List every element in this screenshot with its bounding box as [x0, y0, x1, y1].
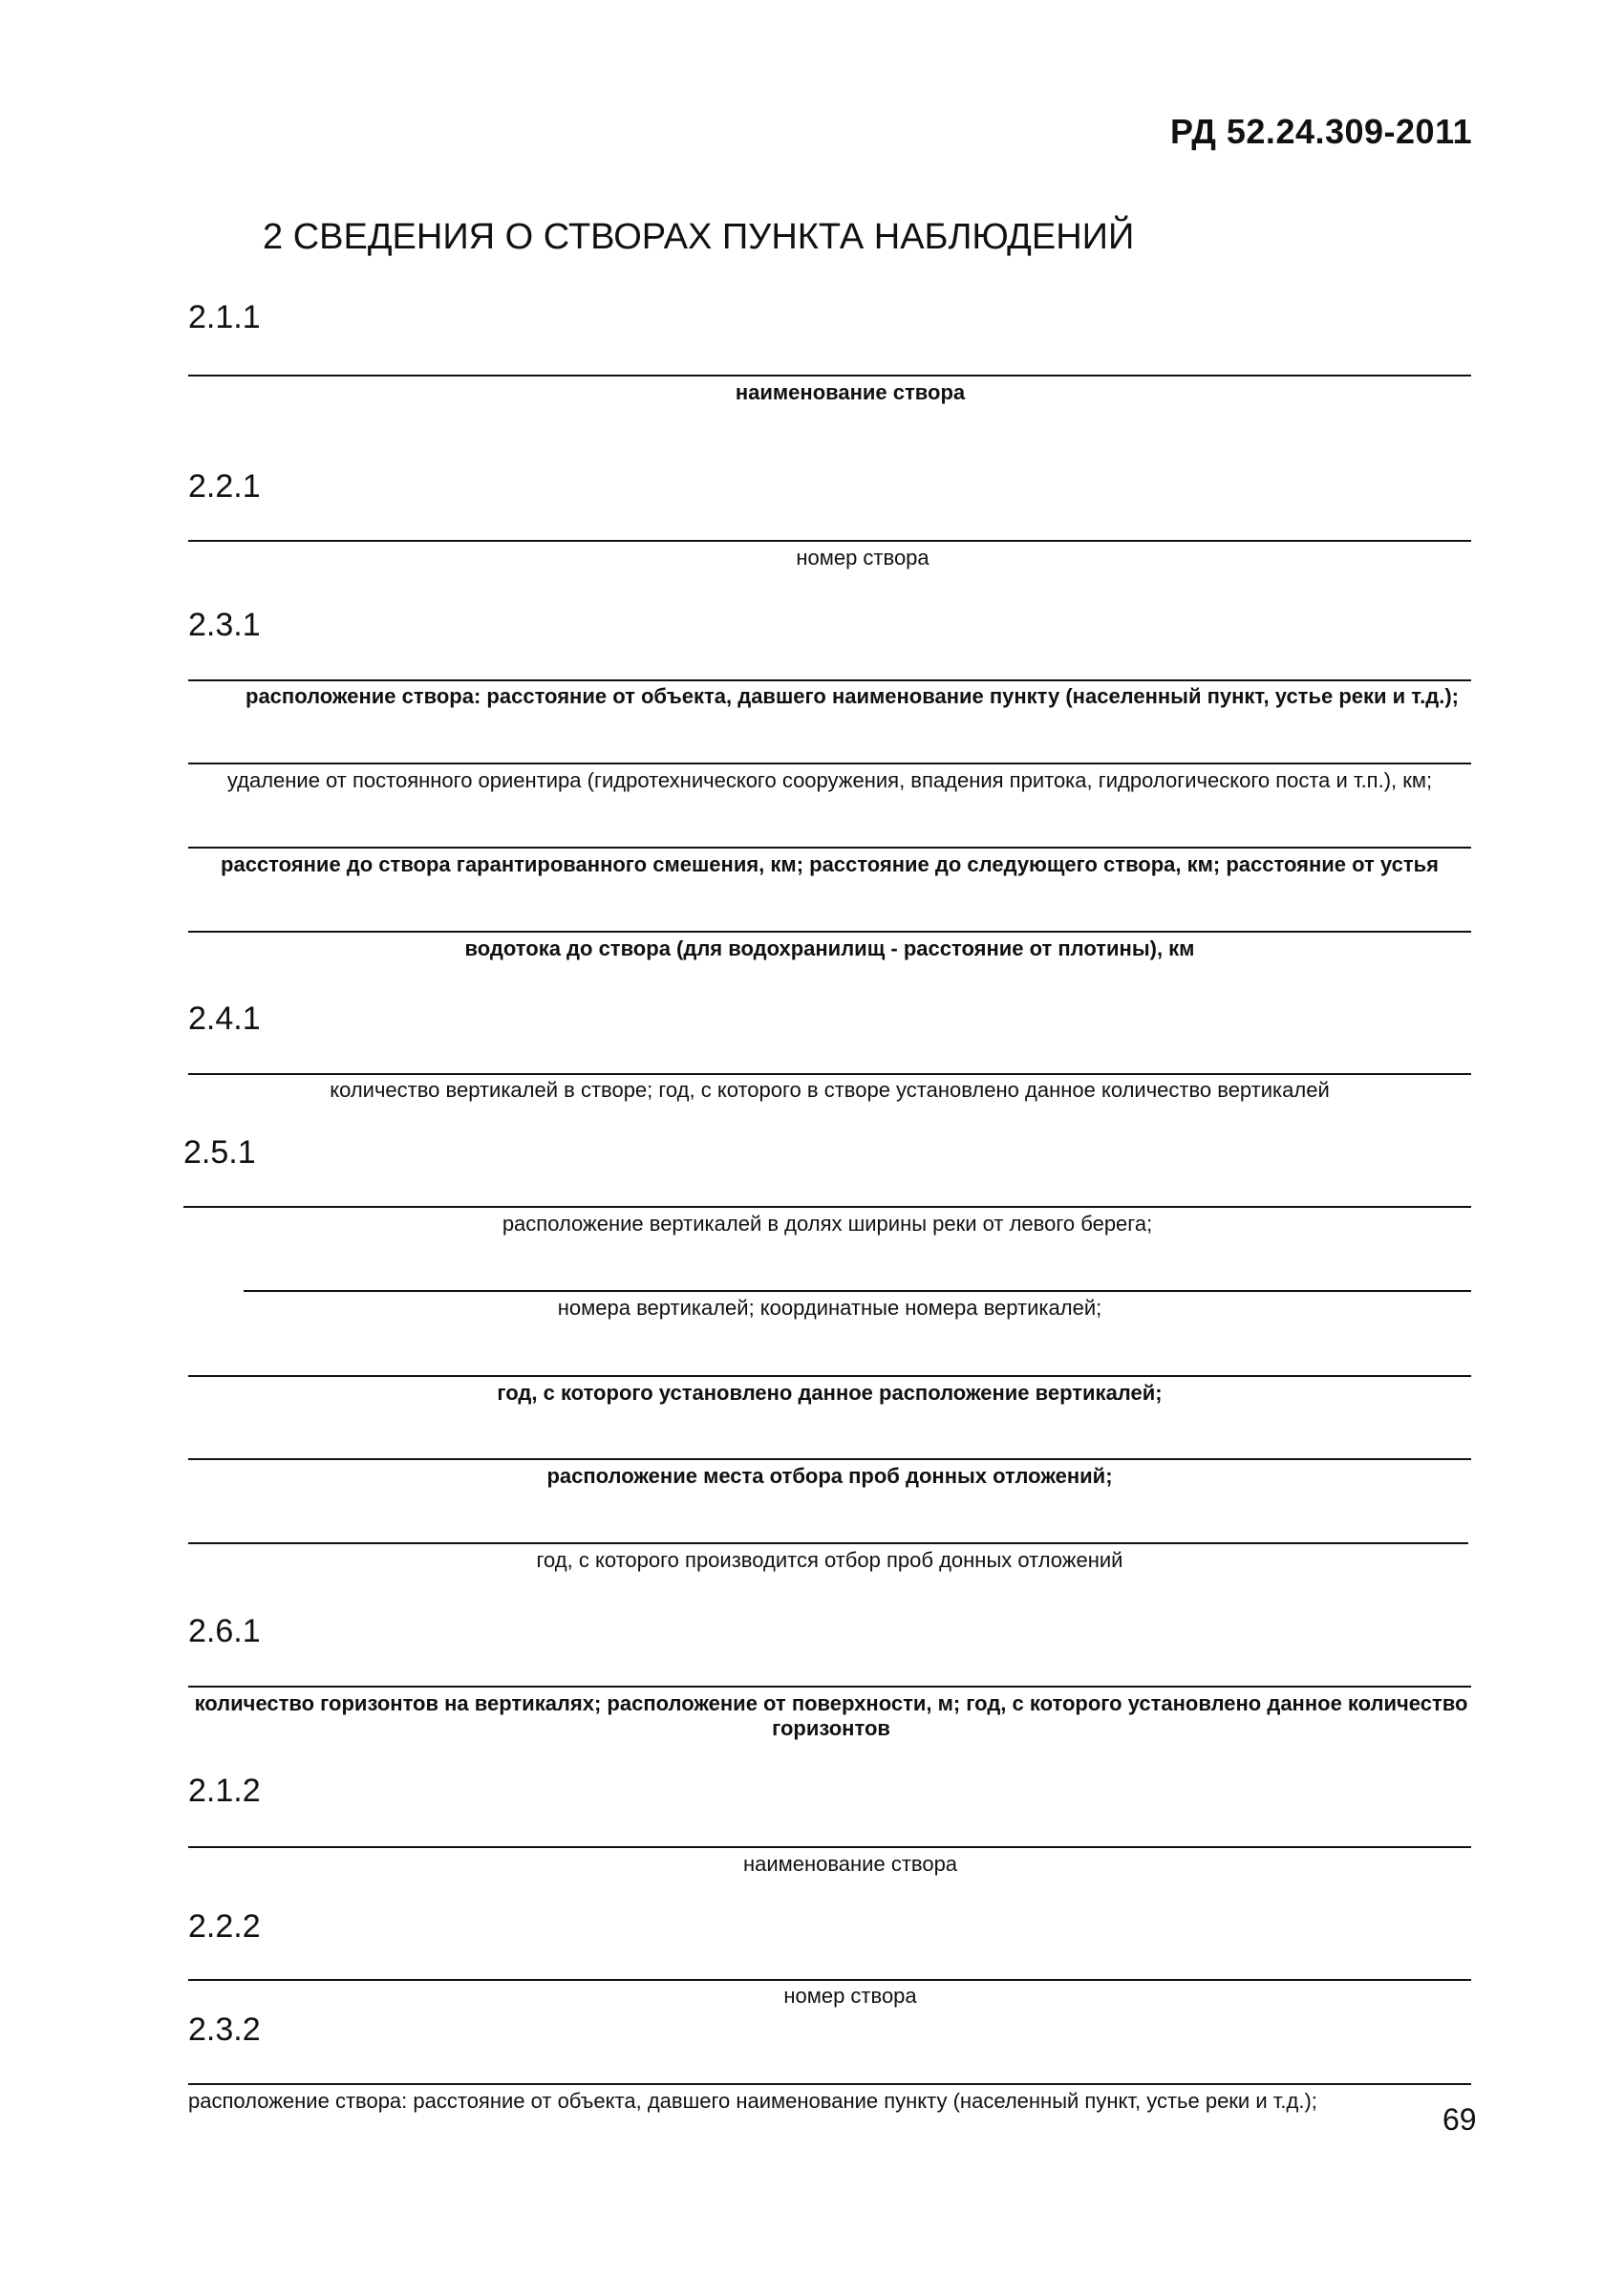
item-number: 2.3.2: [188, 2011, 261, 2048]
page-number: 69: [1442, 2102, 1477, 2137]
field-caption: наименование створа: [742, 1852, 958, 1876]
fill-line: [188, 1686, 1471, 1688]
item-number: 2.1.2: [188, 1773, 261, 1809]
fill-line: [244, 1290, 1471, 1292]
field-caption: расположение створа: расстояние от объекта, давшего наименование пункту (населенный пункт, устье реки и т.д.);: [188, 2089, 1317, 2113]
item-number: 2.1.1: [188, 299, 261, 335]
fill-line: [188, 931, 1471, 933]
field-caption: наименование створа: [735, 380, 966, 404]
fill-line: [188, 763, 1471, 764]
item-number: 2.5.1: [183, 1134, 256, 1171]
field-caption: количество горизонтов на вертикалях; расположение от поверхности, м; год, с которого установлено данное количество горизонтов: [194, 1691, 1468, 1740]
fill-line: [188, 1458, 1471, 1460]
fill-line: [188, 1375, 1471, 1377]
item-number: 2.2.1: [188, 468, 261, 505]
field-caption: номер створа: [796, 546, 930, 570]
fill-line: [183, 1206, 1471, 1208]
fill-line: [188, 1073, 1471, 1075]
item-number: 2.6.1: [188, 1613, 261, 1649]
field-caption: год, с которого производится отбор проб донных отложений: [536, 1548, 1123, 1572]
field-caption: номер створа: [783, 1984, 917, 2008]
field-caption: количество вертикалей в створе; год, с которого в створе установлено данное количество вертикалей: [330, 1078, 1330, 1102]
field-caption: расположение места отбора проб донных отложений;: [546, 1464, 1113, 1488]
item-number: 2.2.2: [188, 1908, 261, 1945]
fill-line: [188, 679, 1471, 681]
field-caption: номера вертикалей; координатные номера вертикалей;: [557, 1296, 1102, 1320]
field-caption: водотока до створа (для водохранилищ - расстояние от плотины), км: [464, 936, 1195, 960]
field-caption: расстояние до створа гарантированного смешения, км; расстояние до следующего створа, км; расстояние от устья: [221, 852, 1439, 876]
fill-line: [188, 1542, 1468, 1544]
field-caption: удаление от постоянного ориентира (гидротехнического сооружения, впадения притока, гидрологического поста и т.п.), км;: [226, 768, 1433, 792]
fill-line: [188, 1979, 1471, 1981]
fill-line: [188, 847, 1471, 849]
field-caption: год, с которого установлено данное расположение вертикалей;: [497, 1381, 1163, 1405]
field-caption: расположение створа: расстояние от объекта, давшего наименование пункту (населенный пункт, устье реки и т.д.);: [246, 684, 1459, 708]
fill-line: [188, 1846, 1471, 1848]
fill-line: [188, 2083, 1471, 2085]
fill-line: [188, 375, 1471, 376]
fill-line: [188, 540, 1471, 542]
item-number: 2.3.1: [188, 607, 261, 643]
item-number: 2.4.1: [188, 1000, 261, 1037]
field-caption: расположение вертикалей в долях ширины реки от левого берега;: [502, 1212, 1153, 1236]
section-title: 2 СВЕДЕНИЯ О СТВОРАХ ПУНКТА НАБЛЮДЕНИЙ: [263, 217, 1135, 257]
document-code: РД 52.24.309-2011: [1170, 112, 1473, 151]
